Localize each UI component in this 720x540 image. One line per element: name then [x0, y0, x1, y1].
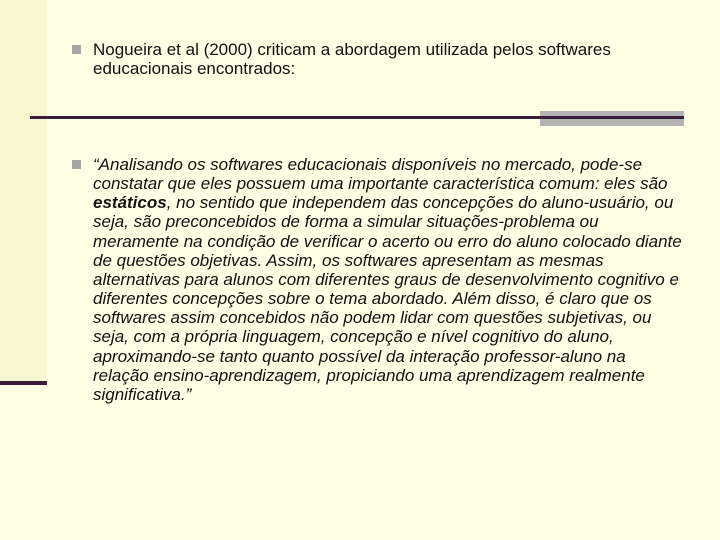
bullet-text-1: Nogueira et al (2000) criticam a abordagem utilizada pelos softwares educacionais encontrados: — [93, 40, 611, 78]
bullet-square-1 — [72, 45, 81, 54]
quote-block — [93, 155, 683, 404]
left-decorative-band — [0, 0, 47, 383]
divider-line — [30, 116, 684, 119]
quote-emphasis: estáticos — [93, 193, 167, 213]
quote-text-after-emphasis: , no sentido que independem das concepções do aluno-usuário, ou seja, são preconcebidos de forma a simular situações-problema ou meramente na condição de verificar o acerto ou erro do aluno colocado diante de questões objetivas. Assim, os softwares apresentam as mesmas alternativas para alunos com diferentes graus de desenvolvimento cognitivo e diferentes concepções sobre o tema abordado. Além disso, é claro que os softwares assim concebidos não podem lidar com questões subjetivas, ou seja, com a própria linguagem, concepção e nível cognitivo do aluno, aproximando-se tanto quanto possível da interação professor-aluno na relação ensino-aprendizagem, propiciando uma aprendizagem realmente significativa.” — [93, 193, 682, 404]
bullet-square-2 — [72, 160, 81, 169]
quote-text-before-emphasis: “Analisando os softwares educacionais disponíveis no mercado, pode-se constatar que eles possuem uma importante característica comum: eles são — [93, 155, 668, 194]
left-band-bottom-rule — [0, 381, 47, 385]
